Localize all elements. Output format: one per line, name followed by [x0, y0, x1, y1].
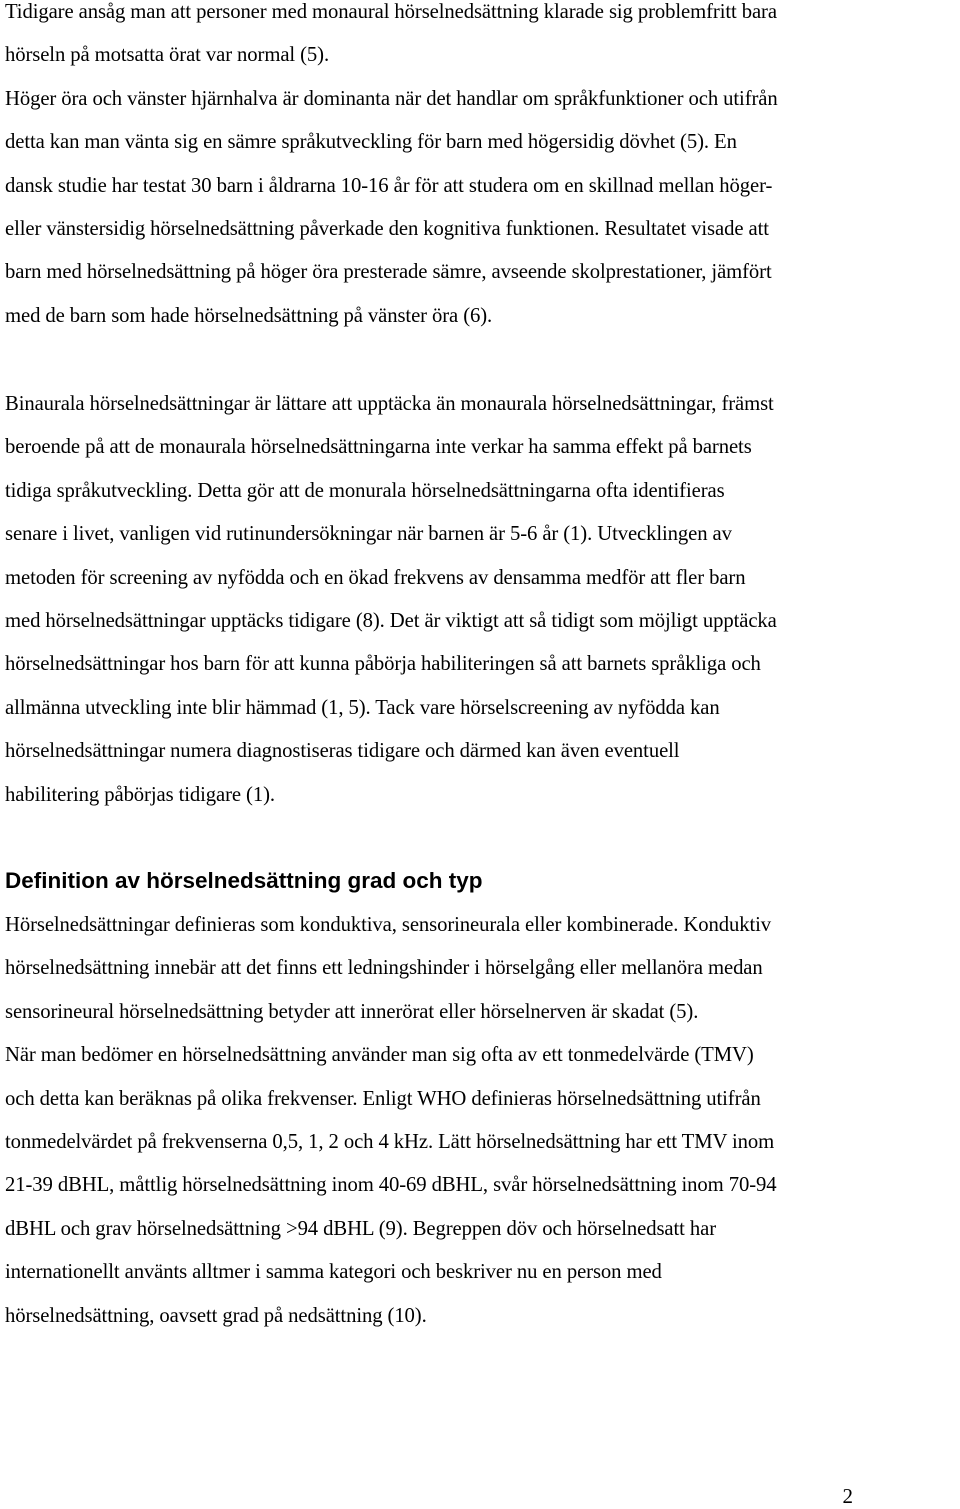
section-heading: Definition av hörselnedsättning grad och typ — [5, 868, 483, 893]
text-line: tidiga språkutveckling. Detta gör att de monurala hörselnedsättningarna ofta identifieras — [5, 479, 725, 502]
paragraph-monaural-hearing — [5, 0, 953, 338]
text-line: hörselnedsättningar numera diagnostiseras tidigare och därmed kan även eventuell — [5, 740, 680, 763]
page-number: 2 — [842, 1484, 853, 1508]
text-line: När man bedömer en hörselnedsättning använder man sig ofta av ett tonmedelvärde (TMV) — [5, 1044, 754, 1067]
text-line: eller vänstersidig hörselnedsättning påverkade den kognitiva funktionen. Resultatet visade att — [5, 218, 769, 241]
text-line: metoden för screening av nyfödda och en ökad frekvens av densamma medför att fler barn — [5, 566, 746, 589]
text-line: Binaurala hörselnedsättningar är lättare att upptäcka än monaurala hörselnedsättningar, främst — [5, 393, 774, 415]
text-line: beroende på att de monaurala hörselnedsättningarna inte verkar ha samma effekt på barnets — [5, 436, 752, 459]
text-line: barn med hörselnedsättning på höger öra presterade sämre, avseende skolprestationer, jämfört — [5, 261, 772, 284]
text-line: med de barn som hade hörselnedsättning på vänster öra (6). — [5, 304, 493, 327]
text-line: hörselnedsättning, oavsett grad på nedsättning (10). — [5, 1304, 427, 1327]
text-line: internationellt använts alltmer i samma kategori och beskriver nu en person med — [5, 1261, 662, 1284]
text-line: Höger öra och vänster hjärnhalva är dominanta när det handlar om språkfunktioner och utifrån — [5, 87, 778, 110]
text-line: hörselnedsättning innebär att det finns ett ledningshinder i hörselgång eller mellanöra medan — [5, 957, 763, 980]
text-line: habilitering påbörjas tidigare (1). — [5, 783, 275, 806]
text-line: sensorineural hörselnedsättning betyder att innerörat eller hörselnerven är skadat (5). — [5, 1000, 699, 1023]
text-line: hörseln på motsatta örat var normal (5). — [5, 44, 330, 67]
text-line: dansk studie har testat 30 barn i åldrarna 10-16 år för att studera om en skillnad mellan höger- — [5, 174, 773, 197]
text-line: dBHL och grav hörselnedsättning >94 dBHL (9). Begreppen döv och hörselnedsatt har — [5, 1217, 716, 1240]
text-line: 21-39 dBHL, måttlig hörselnedsättning inom 40-69 dBHL, svår hörselnedsättning inom 70-94 — [5, 1174, 777, 1197]
paragraph-binaural-detection — [5, 383, 953, 817]
text-line: och detta kan beräknas på olika frekvenser. Enligt WHO definieras hörselnedsättning utifrån — [5, 1087, 761, 1110]
text-line: tonmedelvärdet på frekvenserna 0,5, 1, 2 och 4 kHz. Lätt hörselnedsättning har ett TMV inom — [5, 1131, 775, 1154]
text-line: Hörselnedsättningar definieras som konduktiva, sensorineurala eller kombinerade. Konduktiv — [5, 914, 771, 936]
text-line: Tidigare ansåg man att personer med monaural hörselnedsättning klarade sig problemfritt bara — [5, 1, 777, 23]
paragraph-definition — [5, 904, 953, 1338]
text-line: med hörselnedsättningar upptäcks tidigare (8). Det är viktigt att så tidigt som möjligt upptäcka — [5, 610, 777, 633]
text-line: hörselnedsättningar hos barn för att kunna påbörja habiliteringen så att barnets språkliga och — [5, 653, 761, 676]
text-line: senare i livet, vanligen vid rutinundersökningar när barnen är 5-6 år (1). Utvecklingen av — [5, 523, 732, 546]
text-line: detta kan man vänta sig en sämre språkutveckling för barn med högersidig dövhet (5). En — [5, 131, 737, 154]
text-line: allmänna utveckling inte blir hämmad (1, 5). Tack vare hörselscreening av nyfödda kan — [5, 696, 720, 719]
